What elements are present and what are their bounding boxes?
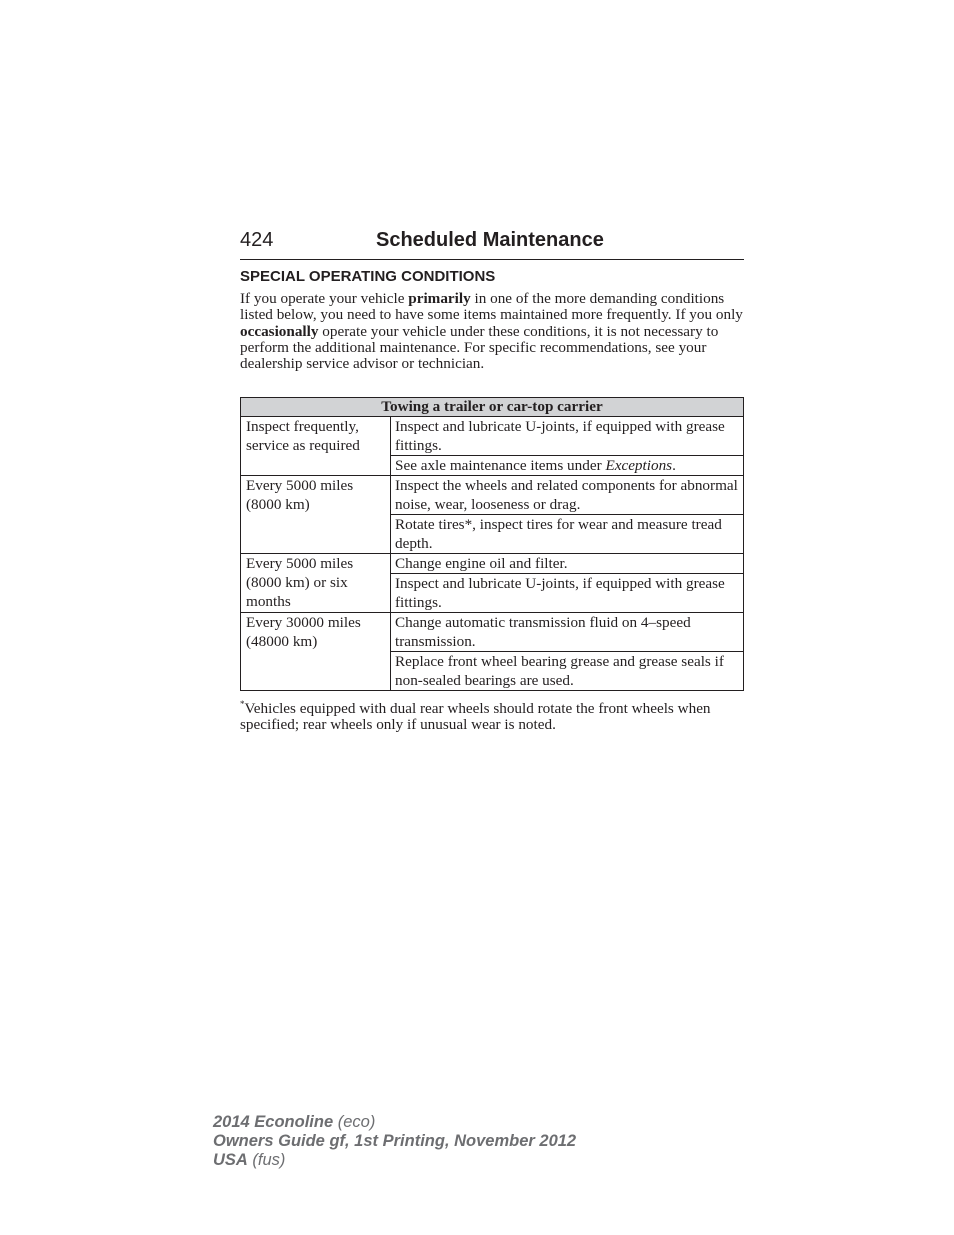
table-row (241, 613, 744, 652)
action-cell: Change engine oil and filter. (391, 554, 744, 574)
action-cell: Rotate tires*, inspect tires for wear and measure tread depth. (391, 515, 744, 554)
maintenance-table (240, 397, 744, 691)
section-title: SPECIAL OPERATING CONDITIONS (240, 268, 496, 285)
emphasis-occasionally: occasionally (240, 322, 319, 340)
page-footer (213, 1113, 576, 1170)
action-cell: Replace front wheel bearing grease and grease seals if non-sealed bearings are used. (391, 652, 744, 691)
emphasis-primarily: primarily (408, 290, 471, 307)
table-row (241, 554, 744, 574)
action-cell: Inspect and lubricate U-joints, if equipped with grease fittings. (391, 574, 744, 613)
interval-cell: Every 30000 miles (48000 km) (241, 613, 391, 691)
chapter-title: Scheduled Maintenance (376, 229, 604, 251)
footer-line-3: USA (fus) (213, 1151, 286, 1169)
table-heading: Towing a trailer or car-top carrier (241, 398, 744, 417)
footnote-marker: * (240, 699, 245, 709)
action-cell: See axle maintenance items under Exceptions. (391, 456, 744, 476)
interval-cell: Every 5000 miles (8000 km) or six months (241, 554, 391, 613)
footer-line-2: Owners Guide gf, 1st Printing, November 2012 (213, 1132, 577, 1150)
footer-line-1: 2014 Econoline (eco) (213, 1113, 376, 1131)
interval-cell: Inspect frequently, service as required (241, 417, 391, 476)
footnote (240, 696, 746, 734)
interval-cell: Every 5000 miles (8000 km) (241, 476, 391, 554)
footnote-text: Vehicles equipped with dual rear wheels should rotate the front wheels when specified; rear wheels only if unusual wear is noted. (240, 700, 711, 734)
action-cell: Change automatic transmission fluid on 4–speed transmission. (391, 613, 744, 652)
table-row (241, 417, 744, 456)
table-header-row (241, 398, 744, 417)
table-row (241, 476, 744, 515)
action-cell: Inspect the wheels and related components for abnormal noise, wear, looseness or drag. (391, 476, 744, 515)
action-cell: Inspect and lubricate U-joints, if equipped with grease fittings. (391, 417, 744, 456)
intro-paragraph: If you operate your vehicle primarily in one of the more demanding conditions listed below, you need to have some items maintained more frequently. If you only occasionally operate your vehicle under these conditions, it is not necessary to perform the additional maintenance. For specific recommendations, see your dealership service advisor or technician. (240, 290, 743, 373)
page-header (240, 228, 744, 260)
exceptions-reference: Exceptions (605, 457, 673, 474)
page-number: 424 (240, 229, 274, 251)
